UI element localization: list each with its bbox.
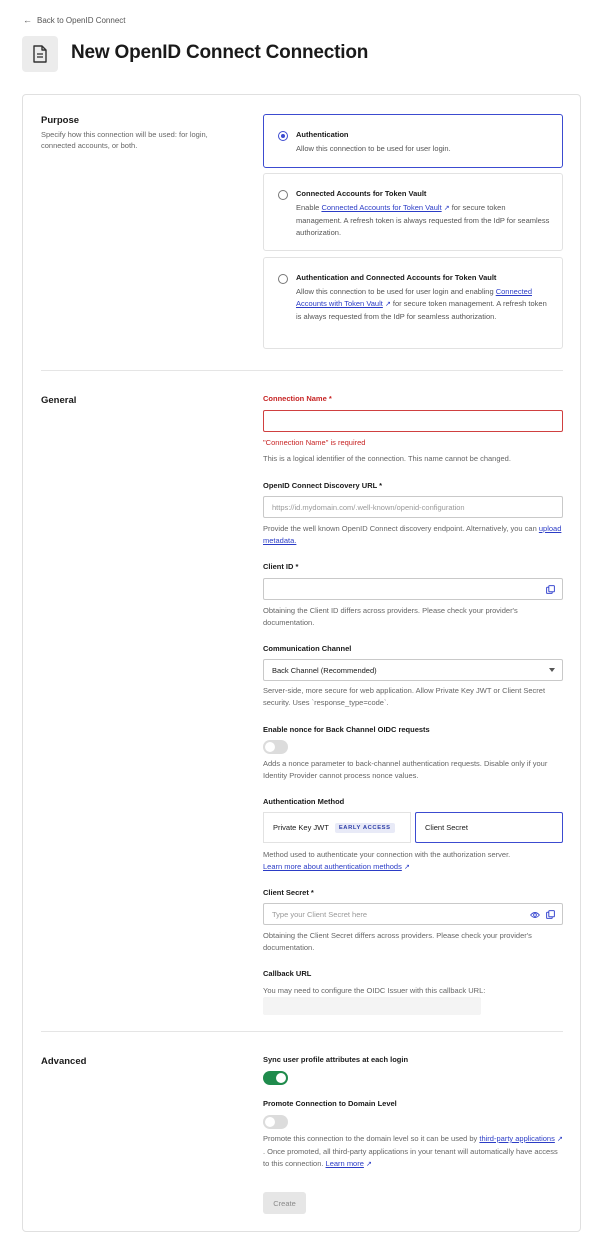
upload-metadata-link[interactable]: upload metadata. bbox=[263, 524, 562, 545]
document-icon bbox=[22, 36, 58, 72]
channel-label: Communication Channel bbox=[263, 644, 352, 653]
page-title: New OpenID Connect Connection bbox=[71, 42, 369, 63]
third-party-applications-link[interactable]: third-party applications bbox=[479, 1134, 555, 1143]
purpose-option-auth-and-connected-accounts[interactable] bbox=[263, 257, 563, 349]
advanced-section-title: Advanced bbox=[41, 1056, 87, 1067]
section-divider bbox=[41, 1031, 563, 1032]
callback-url-value bbox=[263, 997, 481, 1015]
chevron-down-icon bbox=[549, 668, 555, 672]
learn-more-auth-methods-link[interactable]: Learn more about authentication methods bbox=[263, 862, 402, 871]
promote-connection-label: Promote Connection to Domain Level bbox=[263, 1099, 397, 1108]
option-description-text: for secure token management. A refresh token is always requested from the IdP for seamless authorization. bbox=[296, 203, 550, 237]
back-link[interactable] bbox=[23, 15, 126, 25]
promote-help-text: Promote this connection to the domain level so it can be used by bbox=[263, 1134, 480, 1143]
option-title: Connected Accounts for Token Vault bbox=[296, 189, 427, 198]
auth-method-option-label: Private Key JWT bbox=[273, 823, 329, 832]
back-link-label: Back to OpenID Connect bbox=[37, 15, 126, 25]
early-access-badge: EARLY ACCESS bbox=[335, 823, 395, 833]
nonce-label: Enable nonce for Back Channel OIDC requests bbox=[263, 725, 430, 734]
create-button[interactable]: Create bbox=[263, 1192, 306, 1214]
external-link-icon: ↗ bbox=[556, 1136, 563, 1143]
connection-name-help: This is a logical identifier of the connection. This name cannot be changed. bbox=[263, 454, 511, 463]
client-secret-label: Client Secret * bbox=[263, 888, 314, 897]
client-id-input[interactable] bbox=[263, 578, 563, 600]
auth-method-label: Authentication Method bbox=[263, 797, 345, 806]
callback-url-label: Callback URL bbox=[263, 969, 312, 978]
channel-help: Server-side, more secure for web application. Allow Private Key JWT or Client Secret security. Uses `response_type=code`. bbox=[263, 686, 546, 707]
option-description-text: for secure token management. A refresh token is always requested from the IdP for seamless authorization. bbox=[296, 299, 547, 321]
purpose-section-description: Specify how this connection will be used: for login, connected accounts, or both. bbox=[41, 130, 208, 150]
option-description bbox=[296, 202, 552, 239]
section-divider bbox=[41, 370, 563, 371]
nonce-toggle[interactable] bbox=[263, 740, 288, 754]
learn-more-link[interactable]: Learn more bbox=[325, 1159, 364, 1168]
auth-method-option-label: Client Secret bbox=[425, 823, 468, 832]
option-description: Allow this connection to be used for user login. bbox=[296, 144, 451, 153]
purpose-option-connected-accounts[interactable] bbox=[263, 173, 563, 251]
connected-accounts-token-vault-link[interactable]: Connected Accounts with Token Vault bbox=[296, 287, 532, 308]
channel-selected-value: Back Channel (Recommended) bbox=[272, 665, 377, 675]
client-id-help: Obtaining the Client ID differs across providers. Please check your provider's documentation. bbox=[263, 606, 518, 627]
discovery-url-input[interactable] bbox=[263, 496, 563, 518]
client-secret-input[interactable] bbox=[263, 903, 563, 925]
discovery-url-help-text: Provide the well known OpenID Connect discovery endpoint. Alternatively, you can bbox=[263, 524, 539, 533]
option-description-text: Enable bbox=[296, 203, 322, 212]
auth-method-selector bbox=[263, 812, 563, 843]
option-title: Authentication bbox=[296, 130, 349, 139]
connection-name-error: "Connection Name" is required bbox=[263, 438, 366, 447]
connection-name-input[interactable] bbox=[263, 410, 563, 432]
radio-button[interactable] bbox=[278, 131, 288, 141]
auth-method-help bbox=[263, 849, 563, 874]
discovery-url-label: OpenID Connect Discovery URL * bbox=[263, 481, 383, 490]
auth-method-private-key-jwt[interactable] bbox=[263, 812, 411, 843]
copy-icon[interactable] bbox=[545, 584, 556, 595]
discovery-url-placeholder: https://id.mydomain.com/.well-known/openid-configuration bbox=[272, 502, 465, 512]
auth-method-client-secret[interactable] bbox=[415, 812, 563, 843]
auth-method-help-text: Method used to authenticate your connection with the authorization server. bbox=[263, 850, 511, 859]
connected-accounts-link[interactable]: Connected Accounts for Token Vault bbox=[321, 203, 442, 212]
option-title: Authentication and Connected Accounts for Token Vault bbox=[296, 273, 497, 282]
option-description bbox=[296, 286, 552, 323]
arrow-left-icon: ← bbox=[23, 15, 32, 25]
purpose-section-title: Purpose bbox=[41, 115, 80, 126]
radio-button[interactable] bbox=[278, 274, 288, 284]
discovery-url-help bbox=[263, 523, 563, 547]
client-secret-placeholder: Type your Client Secret here bbox=[272, 909, 368, 919]
client-secret-help: Obtaining the Client Secret differs across providers. Please check your provider's documentation. bbox=[263, 931, 532, 952]
eye-icon[interactable] bbox=[529, 909, 540, 920]
purpose-option-authentication[interactable] bbox=[263, 114, 563, 168]
external-link-icon: ↗ bbox=[366, 1161, 372, 1168]
connection-form-card bbox=[22, 94, 581, 1232]
connection-name-label: Connection Name * bbox=[263, 394, 332, 403]
sync-attributes-label: Sync user profile attributes at each login bbox=[263, 1055, 409, 1064]
external-link-icon: ↗ bbox=[403, 864, 410, 871]
radio-button[interactable] bbox=[278, 190, 288, 200]
callback-url-help: You may need to configure the OIDC Issuer with this callback URL: bbox=[263, 986, 486, 995]
promote-connection-help bbox=[263, 1133, 563, 1171]
promote-help-text: . Once promoted, all third-party applications in your tenant will automatically have access to this connection. bbox=[263, 1147, 558, 1168]
copy-icon[interactable] bbox=[545, 909, 556, 920]
client-id-label: Client ID * bbox=[263, 562, 299, 571]
external-link-icon: ↗ bbox=[443, 205, 450, 212]
communication-channel-select[interactable] bbox=[263, 659, 563, 681]
external-link-icon: ↗ bbox=[384, 301, 391, 308]
option-description-text: Allow this connection to be used for user login and enabling bbox=[296, 287, 496, 296]
nonce-help: Adds a nonce parameter to back-channel authentication requests. Disable only if your Identity Provider cannot process nonce values. bbox=[263, 759, 548, 780]
general-section-title: General bbox=[41, 395, 77, 406]
promote-connection-toggle[interactable] bbox=[263, 1115, 288, 1129]
sync-attributes-toggle[interactable] bbox=[263, 1071, 288, 1085]
